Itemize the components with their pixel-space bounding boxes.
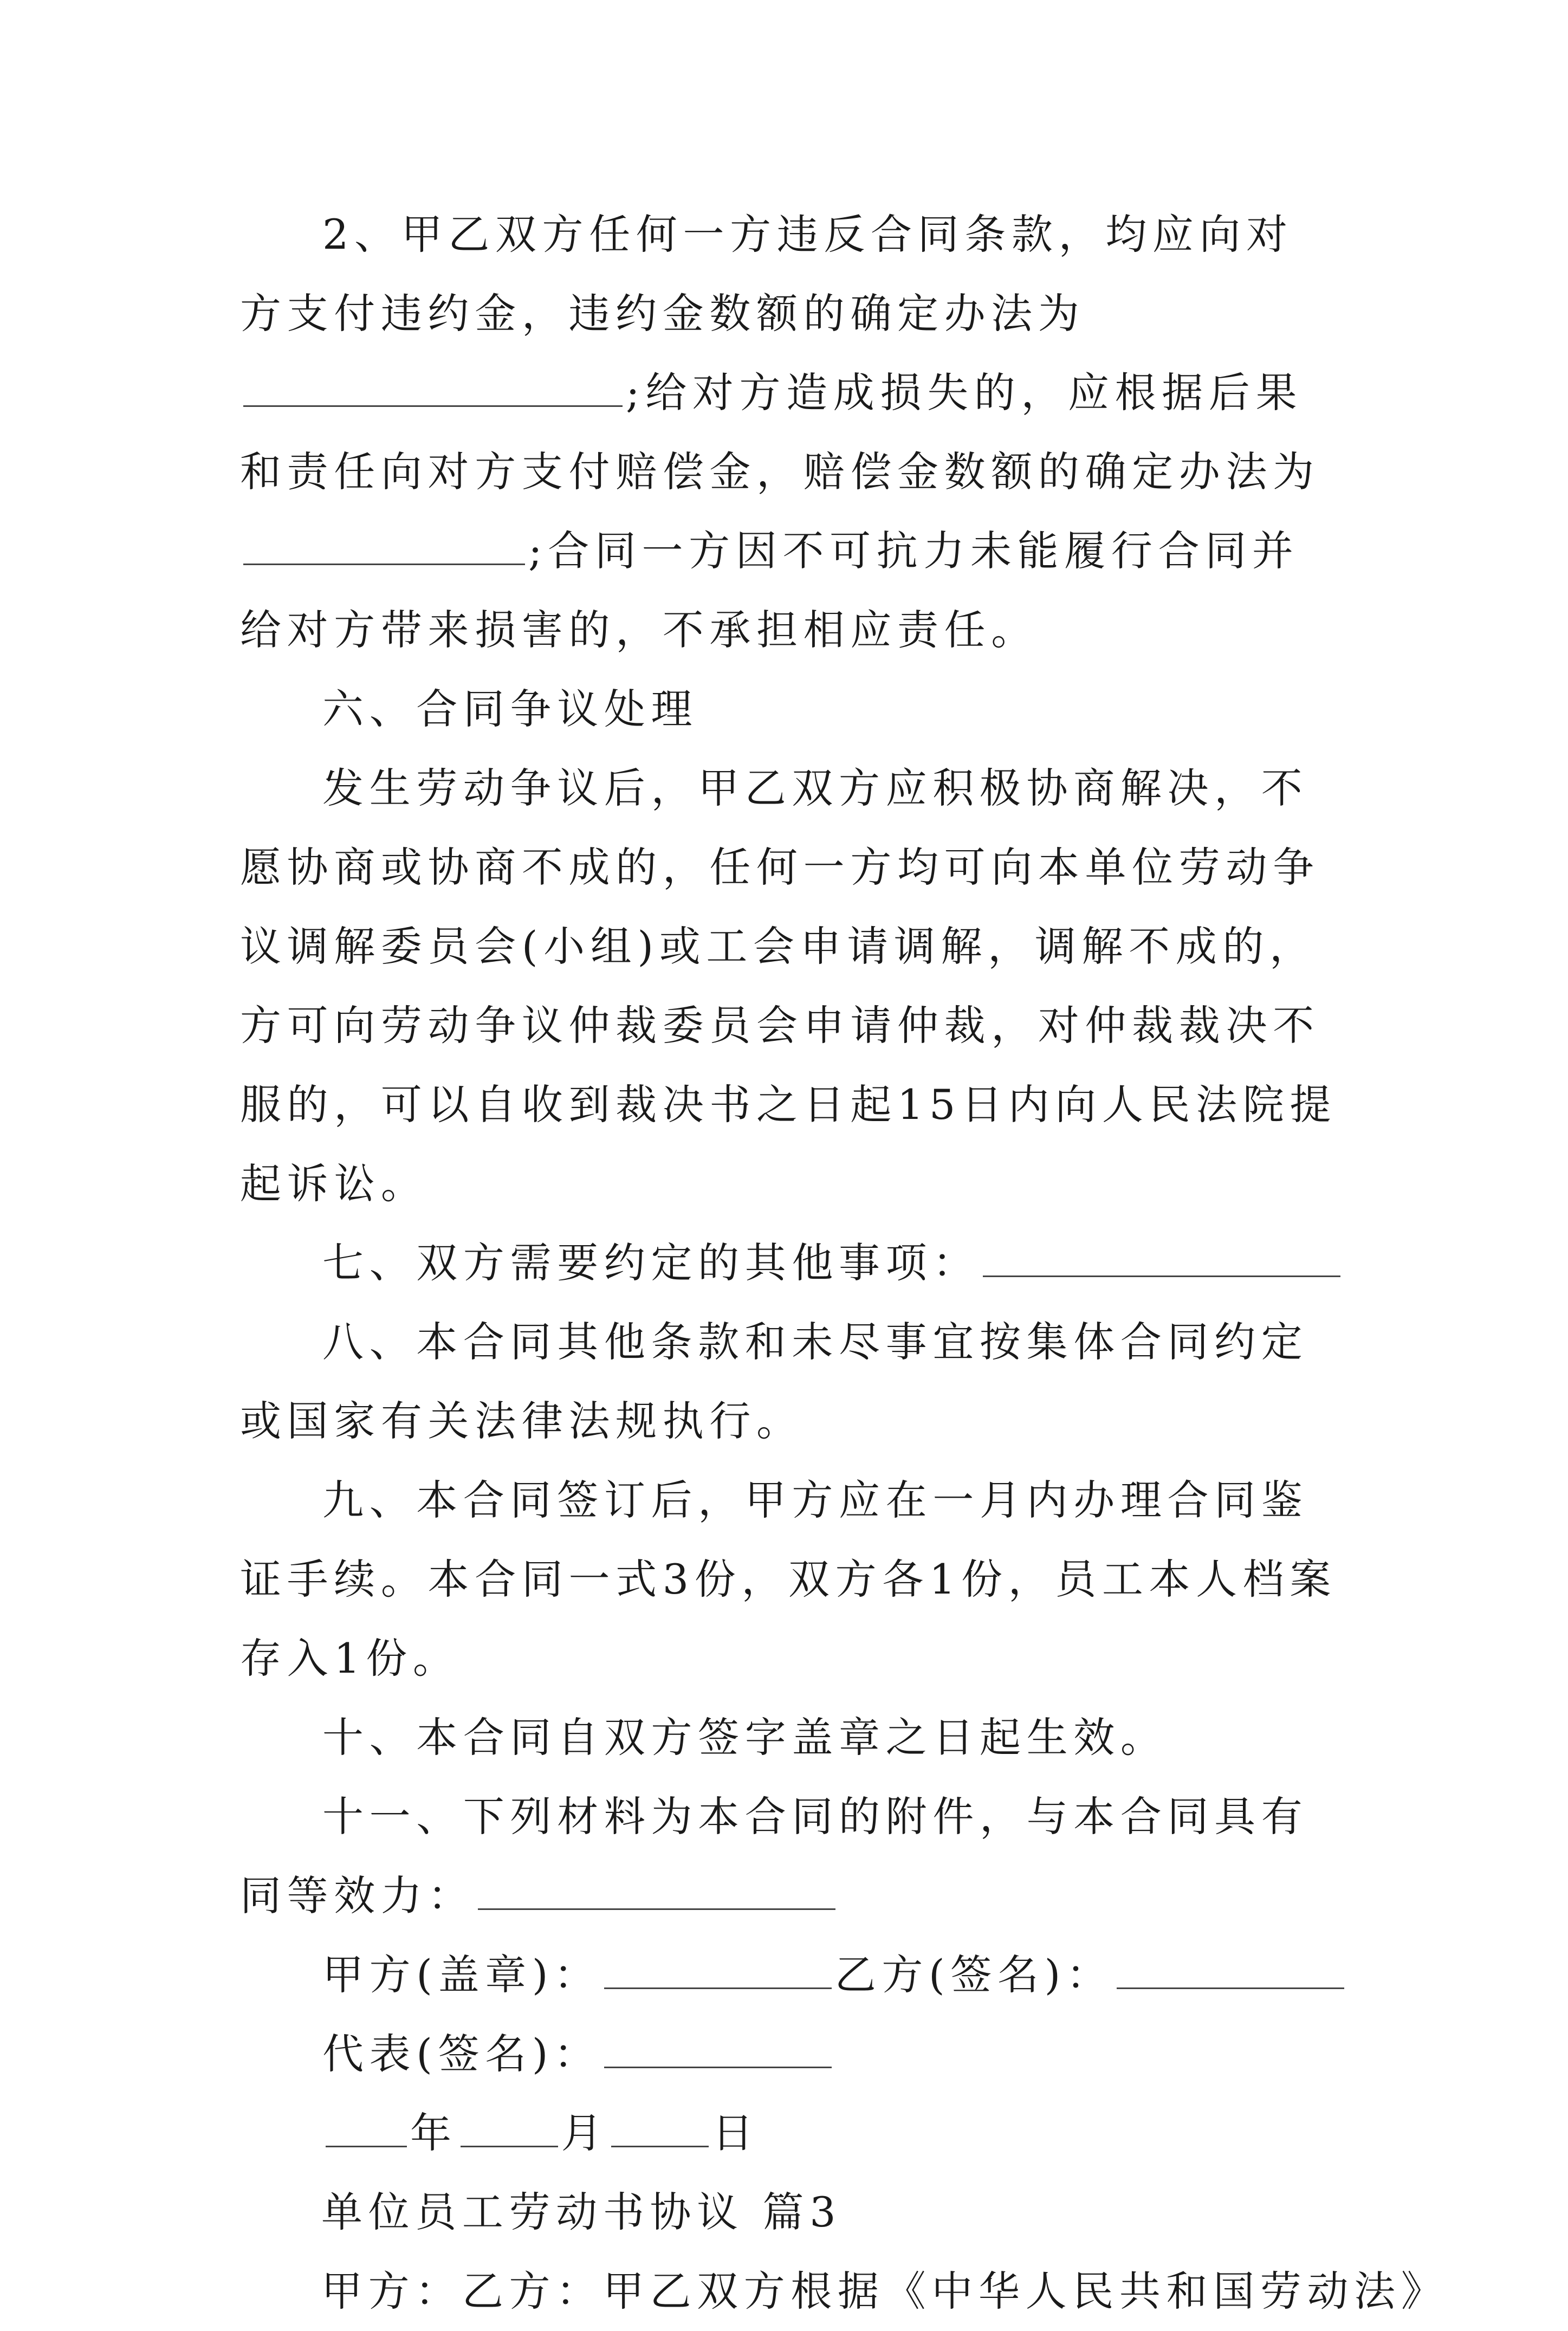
blank-line: [243, 368, 623, 407]
blank-line: [611, 2109, 709, 2147]
blank-line: [604, 2030, 832, 2068]
blank-line: [243, 527, 525, 565]
clause-8: 八、本合同其他条款和未尽事宜按集体合同约定或国家有关法律法规执行。: [240, 1318, 1308, 1445]
signature-representative: 代表(签名)：: [240, 2015, 1340, 2094]
signature-parties: 甲方(盖章)： 乙方(签名)：: [240, 1935, 1340, 2015]
section-title: 单位员工劳动书协议 篇3: [321, 2188, 842, 2236]
blank-line: [983, 1239, 1340, 1277]
clause-9: 九、本合同签订后，甲方应在一月内办理合同鉴证手续。本合同一式3份，双方各1份，员工本人档案存入1份。: [240, 1476, 1337, 1682]
clause-10: 十、本合同自双方签字盖章之日起生效。: [322, 1713, 1168, 1762]
blank-line: [461, 2109, 558, 2147]
clause-7: 七、双方需要约定的其他事项：: [240, 1223, 1340, 1303]
clause-11: 十一、下列材料为本合同的附件，与本合同具有同等效力：: [240, 1792, 1308, 1920]
blank-line: [326, 2109, 407, 2147]
blank-line: [604, 1951, 832, 1989]
blank-line: [1117, 1951, 1344, 1989]
signature-date: 年 月 日: [240, 2094, 1340, 2173]
clause-2-paragraph: 2、甲乙双方任何一方违反合同条款，均应向对方支付违约金，违约金数额的确定办法为;给对方造成损失的，应根据后果和责任向对方支付赔偿金，赔偿金数额的确定办法为;合同一方因不可抗力未能履行合同并给对方带来损害的，不承担相应责任。: [240, 210, 1320, 654]
section-heading-6: 六、合同争议处理: [322, 685, 698, 733]
last-line: 甲方：乙方：甲乙双方根据《中华人民共和国劳动法》: [321, 2267, 1448, 2315]
blank-line: [478, 1872, 835, 1910]
dispute-paragraph: 发生劳动争议后，甲乙双方应积极协商解决，不愿协商或协商不成的，任何一方均可向本单位劳动争议调解委员会(小组)或工会申请调解，调解不成的，方可向劳动争议仲裁委员会申请仲裁，对仲裁裁决不服的，可以自收到裁决书之日起15日内向人民法院提起诉讼。: [240, 764, 1337, 1208]
document-body: [240, 195, 1448, 2331]
